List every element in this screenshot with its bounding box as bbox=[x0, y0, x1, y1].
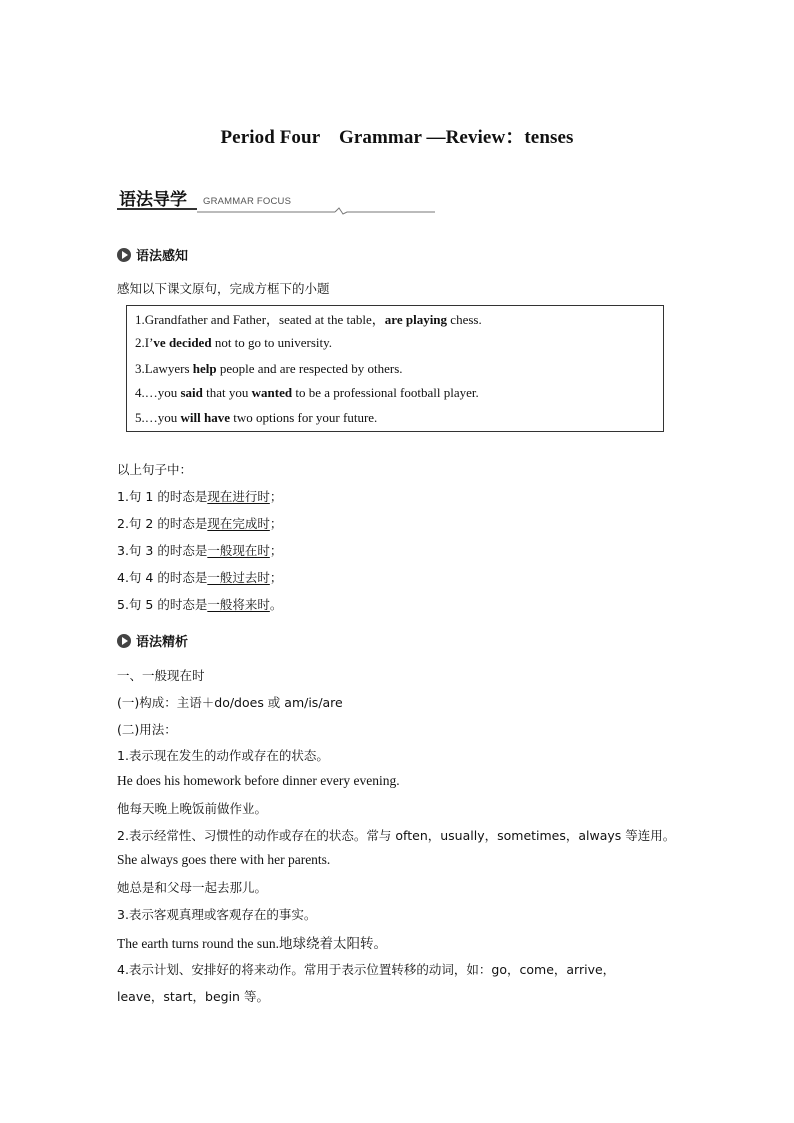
sentence-1: 1.Grandfather and Father，seated at the table，are playing chess. bbox=[135, 312, 482, 327]
among-text: 以上句子中： bbox=[117, 462, 193, 477]
usage-2-example-en: She always goes there with her parents. bbox=[117, 852, 331, 867]
sentence-2: 2.I’ve decided not to go to university. bbox=[135, 335, 333, 350]
section-heading-perception bbox=[117, 245, 188, 263]
intro-text: 感知以下课文原句，完成方框下的小题 bbox=[117, 281, 330, 296]
usage-1-example-cn: 他每天晚上晚饭前做作业。 bbox=[117, 801, 268, 816]
answer-2: 2.句 2 的时态是现在完成时； bbox=[117, 516, 283, 531]
analysis-heading: 一、一般现在时 bbox=[117, 668, 205, 683]
usage-3: 3.表示客观真理或客观存在的事实。 bbox=[117, 907, 317, 922]
usage-2-example-cn: 她总是和父母一起去那儿。 bbox=[117, 880, 268, 895]
usage-4: 4.表示计划、安排好的将来动作。常用于表示位置转移的动词，如：go，come，arrive， bbox=[117, 962, 616, 977]
sentence-5: 5.…you will have two options for your future. bbox=[135, 410, 378, 425]
banner-title-en: GRAMMAR FOCUS bbox=[203, 196, 292, 207]
example-sentences-box bbox=[126, 305, 664, 432]
section-heading-label: 语法感知 bbox=[136, 249, 189, 264]
usage-label: (二)用法： bbox=[117, 722, 177, 737]
sentence-3: 3.Lawyers help people and are respected by others. bbox=[135, 361, 403, 376]
usage-2: 2.表示经常性、习惯性的动作或存在的状态。常与 often，usually，sometimes，always 等连用。 bbox=[117, 828, 676, 843]
play-bullet-icon bbox=[117, 634, 131, 648]
grammar-focus-banner bbox=[117, 183, 435, 215]
usage-3-example: The earth turns round the sun.地球绕着太阳转。 bbox=[117, 936, 387, 951]
usage-1-example-en: He does his homework before dinner every evening. bbox=[117, 773, 400, 788]
answer-1: 1.句 1 的时态是现在进行时； bbox=[117, 489, 283, 504]
usage-1: 1.表示现在发生的动作或存在的状态。 bbox=[117, 748, 329, 763]
answer-5: 5.句 5 的时态是一般将来时。 bbox=[117, 597, 283, 612]
usage-4-continued: leave，start，begin 等。 bbox=[117, 989, 269, 1004]
answer-3: 3.句 3 的时态是一般现在时； bbox=[117, 543, 283, 558]
section-heading-label: 语法精析 bbox=[136, 635, 189, 650]
section-heading-analysis bbox=[117, 631, 188, 649]
sentence-4: 4.…you said that you wanted to be a professional football player. bbox=[135, 385, 479, 400]
banner-title-cn: 语法导学 bbox=[119, 190, 187, 210]
answer-4: 4.句 4 的时态是一般过去时； bbox=[117, 570, 283, 585]
play-bullet-icon bbox=[117, 248, 131, 262]
page-title: Period Four Grammar —Review：tenses bbox=[220, 127, 574, 148]
structure-text: (一)构成：主语＋do/does 或 am/is/are bbox=[117, 695, 343, 710]
